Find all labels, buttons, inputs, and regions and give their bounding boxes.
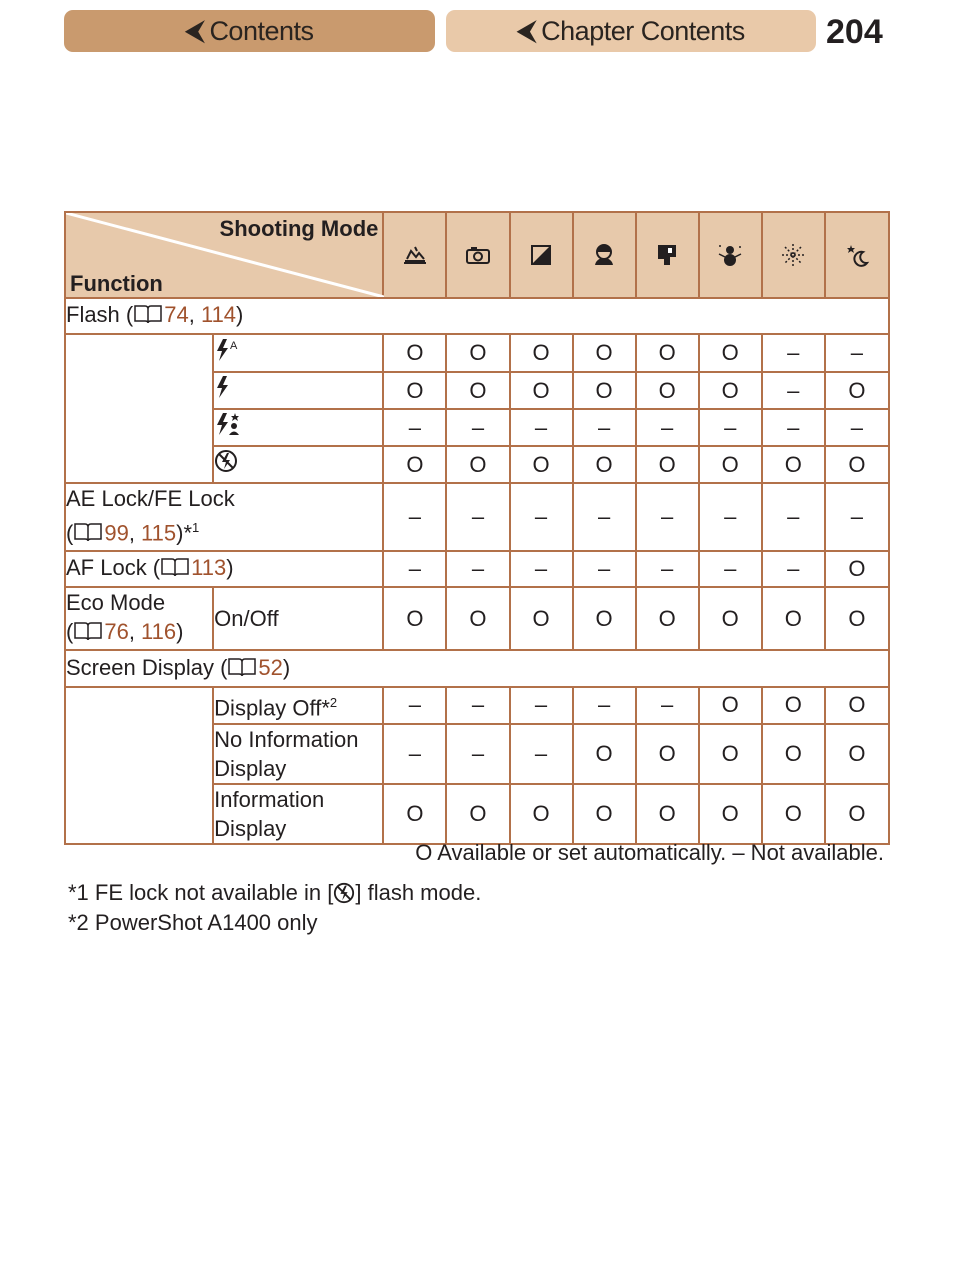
page-link-52[interactable]: 52: [258, 654, 283, 680]
screen-spacer: [65, 687, 213, 843]
table-row: [65, 587, 889, 650]
screen-display-label-cell: Screen Display ( 52): [65, 650, 889, 687]
cell: O: [383, 334, 446, 372]
ae-lock-label: AE Lock/FE Lock: [66, 486, 235, 511]
information-display-label: Information Display: [213, 784, 383, 844]
flash-spacer: [65, 334, 213, 483]
cell: –: [383, 409, 446, 446]
snow-icon: [699, 212, 762, 298]
cell: O: [573, 724, 636, 784]
poster-effect-icon: [636, 212, 699, 298]
cell: –: [573, 409, 636, 446]
cell: O: [699, 724, 762, 784]
cell: O: [446, 334, 509, 372]
cell: O: [825, 784, 889, 844]
flash-on-icon: [213, 372, 383, 409]
cell: –: [699, 483, 762, 551]
cell: –: [825, 483, 889, 551]
cell: O: [573, 784, 636, 844]
cell: O: [446, 587, 509, 650]
cell: –: [699, 551, 762, 587]
portrait-icon: [573, 212, 636, 298]
header-diagonal-cell: [65, 212, 383, 298]
cell: O: [762, 784, 825, 844]
page-link-116[interactable]: 116: [141, 619, 177, 645]
cell: O: [825, 446, 889, 483]
eco-on-off-label: On/Off: [213, 587, 383, 650]
display-off-label: Display Off*$^2$: [213, 687, 383, 723]
fireworks-icon: [762, 212, 825, 298]
svg-text:A: A: [230, 339, 238, 352]
cell: O: [762, 724, 825, 784]
cell: –: [383, 687, 446, 723]
cell: –: [825, 409, 889, 446]
cell: O: [573, 587, 636, 650]
cell: O: [446, 784, 509, 844]
cell: –: [762, 372, 825, 409]
contents-button[interactable]: [64, 10, 435, 52]
cell: –: [762, 409, 825, 446]
cell: O: [825, 372, 889, 409]
cell: O: [636, 724, 699, 784]
flash-auto-icon: [213, 334, 383, 372]
cell: O: [510, 334, 573, 372]
slow-synchro-icon: [213, 409, 383, 446]
cell: O: [699, 687, 762, 723]
book-icon: [160, 556, 190, 585]
ae-lock-label-cell: AE Lock/FE Lock ( 99, 115)*$^1$: [65, 483, 383, 551]
cell: O: [636, 334, 699, 372]
eco-mode-label-cell: Eco Mode ( 76, 116): [65, 587, 213, 650]
cell: O: [825, 551, 889, 587]
flash-off-icon: [333, 882, 355, 910]
page-link-99[interactable]: 99: [104, 520, 129, 546]
cell: –: [510, 409, 573, 446]
page-link-76[interactable]: 76: [104, 619, 129, 645]
cell: –: [636, 483, 699, 551]
cell: –: [636, 687, 699, 723]
monochrome-icon: [510, 212, 573, 298]
cell: O: [383, 372, 446, 409]
contents-label: Contents: [209, 15, 314, 46]
function-table: [64, 211, 890, 845]
cell: –: [510, 551, 573, 587]
cell: –: [699, 409, 762, 446]
no-information-display-label: No Information Display: [213, 724, 383, 784]
cell: O: [510, 587, 573, 650]
table-legend: O Available or set automatically. – Not available.: [415, 840, 884, 865]
cell: –: [446, 687, 509, 723]
toy-camera-icon: [446, 212, 509, 298]
footnote-1: *1 FE lock not available in [ ] flash mode.: [68, 880, 481, 910]
cell: –: [510, 483, 573, 551]
cell: –: [762, 483, 825, 551]
eco-mode-label: Eco Mode: [66, 590, 166, 616]
cell: O: [699, 587, 762, 650]
cell: –: [636, 551, 699, 587]
page-link-115[interactable]: 115: [141, 520, 177, 546]
chapter-contents-label: Chapter Contents: [541, 15, 745, 46]
back-arrow-icon: ⮜: [185, 15, 204, 45]
cell: –: [383, 551, 446, 587]
cell: –: [510, 687, 573, 723]
cell: –: [825, 334, 889, 372]
cell: O: [446, 372, 509, 409]
starry-sky-icon: [825, 212, 889, 298]
cell: O: [699, 446, 762, 483]
cell: O: [510, 446, 573, 483]
footnote-2: *2 PowerShot A1400 only: [68, 910, 318, 935]
book-icon: [227, 656, 257, 685]
cell: –: [446, 409, 509, 446]
cell: O: [762, 446, 825, 483]
cell: O: [383, 446, 446, 483]
cell: O: [573, 446, 636, 483]
cell: –: [446, 551, 509, 587]
cell: O: [383, 587, 446, 650]
flash-off-icon: [213, 446, 383, 483]
table-row: [65, 483, 889, 551]
shooting-mode-header: Shooting Mode: [219, 216, 379, 241]
cell: –: [762, 334, 825, 372]
book-icon: [73, 521, 103, 550]
cell: O: [383, 784, 446, 844]
page-link-114[interactable]: 114: [200, 302, 237, 327]
af-lock-label-cell: AF Lock ( 113): [65, 551, 383, 587]
page-link-74[interactable]: 74: [164, 302, 189, 327]
book-icon: [73, 620, 103, 649]
book-icon: [133, 303, 163, 332]
page-number: 204: [826, 13, 883, 51]
cell: –: [446, 483, 509, 551]
table-row: [65, 551, 889, 587]
function-header: Function: [70, 271, 163, 296]
cell: –: [573, 687, 636, 723]
cell: O: [762, 687, 825, 723]
flash-label-cell: Flash ( 74, 114): [65, 298, 889, 334]
cell: –: [446, 724, 509, 784]
table-row: [65, 334, 889, 372]
table-row: [65, 298, 889, 334]
cell: O: [510, 372, 573, 409]
cell: O: [699, 372, 762, 409]
cell: O: [825, 587, 889, 650]
super-vivid-icon: [383, 212, 446, 298]
cell: –: [762, 551, 825, 587]
cell: –: [510, 724, 573, 784]
cell: –: [636, 409, 699, 446]
cell: O: [636, 784, 699, 844]
cell: O: [762, 587, 825, 650]
cell: O: [573, 372, 636, 409]
table-header-row: [65, 212, 889, 298]
cell: O: [636, 587, 699, 650]
cell: O: [825, 724, 889, 784]
cell: O: [446, 446, 509, 483]
page-link-113[interactable]: 113: [191, 555, 227, 581]
cell: O: [699, 784, 762, 844]
table-row: [65, 687, 889, 723]
cell: –: [383, 483, 446, 551]
table-row: [65, 650, 889, 687]
cell: O: [573, 334, 636, 372]
cell: –: [573, 483, 636, 551]
cell: –: [383, 724, 446, 784]
cell: O: [699, 334, 762, 372]
cell: O: [636, 372, 699, 409]
chapter-contents-button[interactable]: [446, 10, 816, 52]
cell: O: [636, 446, 699, 483]
cell: –: [573, 551, 636, 587]
cell: O: [825, 687, 889, 723]
cell: O: [510, 784, 573, 844]
back-arrow-icon: ⮜: [517, 15, 536, 45]
